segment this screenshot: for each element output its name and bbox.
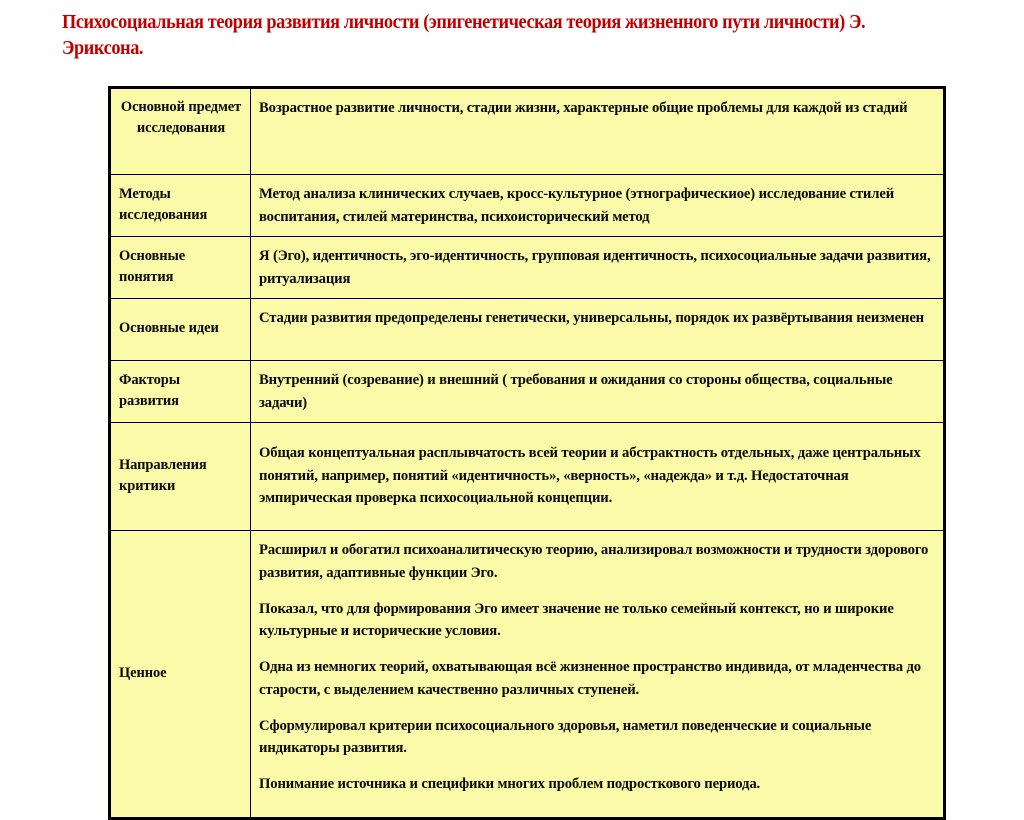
paragraph: Возрастное развитие личности, стадии жизни, характерные общие проблемы для каждой из стадий xyxy=(259,100,908,116)
paragraph: Стадии развития предопределены генетически, универсальны, порядок их развёртывания неизменен xyxy=(259,310,924,326)
paragraph: Метод анализа клинических случаев, кросс-культурное (этнографическиое) исследование стилей воспитания, стилей материнства, психоисторический метод xyxy=(259,186,895,225)
table-row xyxy=(111,89,944,175)
paragraph: Одна из немногих теорий, охватывающая всё жизненное пространство индивида, от младенчества до старости, с выделением качественно различных ступеней. xyxy=(259,659,921,698)
paragraph: Внутренний (созревание) и внешний ( требования и ожидания со стороны общества, социальные задачи) xyxy=(259,372,893,411)
theory-summary-table xyxy=(108,86,946,820)
table-row xyxy=(111,423,944,531)
row-label-valuable: Ценное xyxy=(111,531,251,818)
row-content-methods xyxy=(251,175,944,237)
row-label-subject: Основной предмет исследования xyxy=(111,89,251,175)
row-label-methods: Методы исследования xyxy=(111,175,251,237)
row-content-subject xyxy=(251,89,944,175)
paragraph: Расширил и обогатил психоаналитическую теорию, анализировал возможности и трудности здорового развития, адаптивные функции Эго. xyxy=(259,542,929,581)
table-row xyxy=(111,175,944,237)
paragraph: Сформулировал критерии психосоциального здоровья, наметил поведенческие и социальные индикаторы развития. xyxy=(259,717,872,757)
table-row xyxy=(111,361,944,423)
row-content-concepts xyxy=(251,237,944,299)
paragraph: Показал, что для формирования Эго имеет значение не только семейный контекст, но и широкие культурные и исторические условия. xyxy=(259,600,894,640)
row-label-factors: Факторы развития xyxy=(111,361,251,423)
row-content-factors xyxy=(251,361,944,423)
table-row xyxy=(111,237,944,299)
row-content-valuable xyxy=(251,531,944,818)
table-row xyxy=(111,531,944,818)
table xyxy=(110,88,944,818)
row-label-ideas: Основные идеи xyxy=(111,299,251,361)
row-label-critique: Направления критики xyxy=(111,423,251,531)
paragraph: Общая концептуальная расплывчатость всей теории и абстрактность отдельных, даже центральных понятий, например, понятий «идентичность», «верность», «надежда» и т.д. Недостаточная эмпирическая проверка психосоциальной концепции. xyxy=(259,444,921,507)
table-row xyxy=(111,299,944,361)
row-content-critique xyxy=(251,423,944,531)
row-content-ideas xyxy=(251,299,944,361)
row-label-concepts: Основные понятия xyxy=(111,237,251,299)
paragraph: Я (Эго), идентичность, эго-идентичность, групповая идентичность, психосоциальные задачи развития, ритуализация xyxy=(259,248,931,287)
page-title: Психосоциальная теория развития личности (эпигенетическая теория жизненного пути личности) Э. Эриксона. xyxy=(62,12,866,59)
paragraph: Понимание источника и специфики многих проблем подросткового периода. xyxy=(259,776,761,793)
